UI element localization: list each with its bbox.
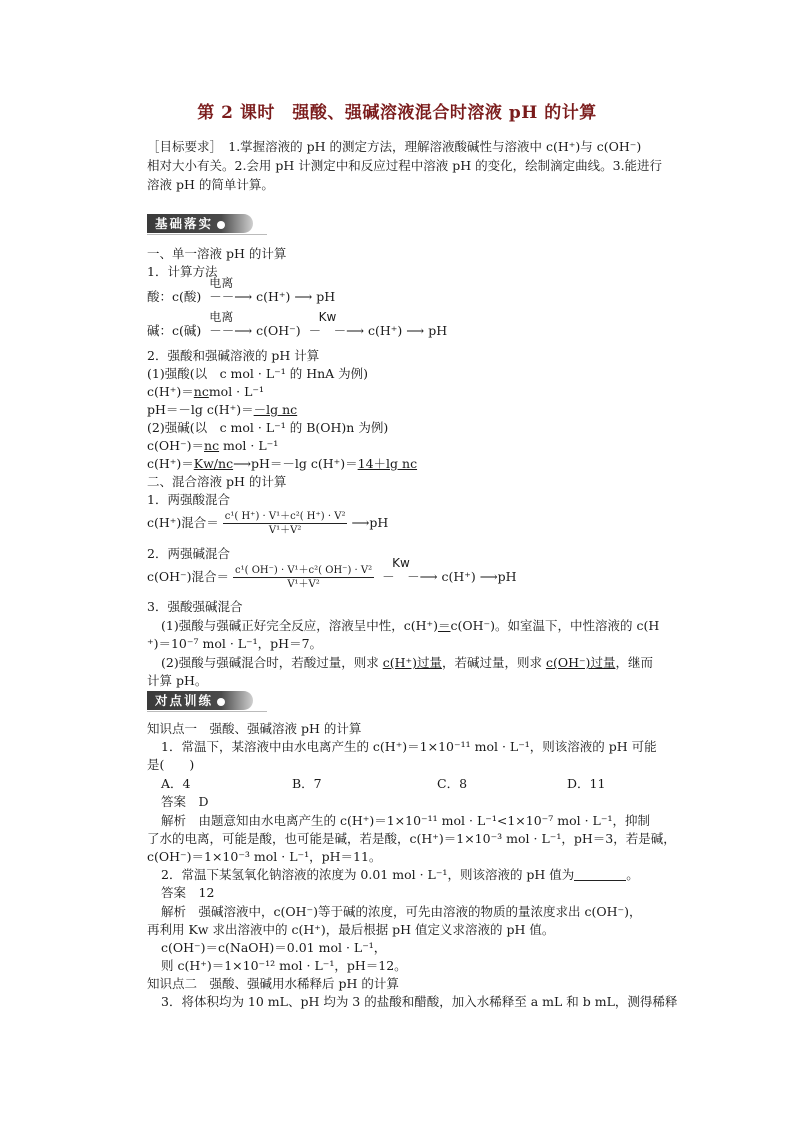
fraction-denominator: V¹＋V² [287, 579, 320, 590]
part2-heading: 二、混合溶液 pH 的计算 [147, 474, 287, 489]
arrow-label: 电离 [209, 310, 234, 324]
objectives-line-1: ［目标要求］ 1.掌握溶液的 pH 的测定方法，理解溶液酸碱性与溶液中 c(H⁺)与 c(OH⁻) [147, 139, 642, 154]
eq-text: mol · L⁻¹ [208, 384, 265, 399]
question-1-explanation-3: c(OH⁻)＝1×10⁻³ mol · L⁻¹，pH＝11。 [147, 849, 382, 864]
fraction-numerator: c¹( OH⁻) · V¹＋c²( OH⁻) · V² [235, 565, 373, 576]
section-tag-label: 对点训练 [155, 693, 214, 708]
question-2-explanation-1: 解析 强碱溶液中，c(OH⁻)等于碱的浓度，可先由溶液的物质的量浓度求出 c(OH⁻)， [161, 904, 642, 919]
arrow-label: Kw [392, 556, 410, 570]
acid-case: (1)强酸(以 c mol · L⁻¹ 的 HnA 为例) [147, 366, 369, 381]
formula-text: c(OH⁻)混合＝ [147, 569, 230, 584]
part2-item1: 1．两强酸混合 [147, 492, 230, 507]
eq-fill: 14＋lg nc [357, 456, 418, 471]
arrow-icon: Kw － －⟶ [378, 556, 438, 584]
arrow-icon: ⟶ [294, 289, 313, 304]
arrow-icon: Kw － －⟶ [304, 310, 365, 338]
base-flow-middle: c(OH⁻) [256, 323, 301, 338]
acid-flow [147, 276, 336, 305]
formula-text: ⟶pH [351, 515, 389, 530]
part1-item2: 2．强酸和强碱溶液的 pH 计算 [147, 348, 320, 363]
para-text: c(OH⁻)。如室温下，中性溶液的 c(H [450, 618, 660, 633]
question-1-explanation-1: 解析 由题意知由水电离产生的 c(H⁺)＝1×10⁻¹¹ mol · L⁻¹<1×10⁻⁷ mol · L⁻¹，抑制 [161, 813, 650, 828]
part1-heading: 一、单一溶液 pH 的计算 [147, 246, 287, 261]
acid-flow-middle: c(H⁺) [256, 289, 291, 304]
section-tag-practice [147, 691, 253, 710]
fraction-denominator: V¹＋V² [268, 525, 302, 536]
option-d: D．11 [567, 776, 606, 791]
base-flow-end: pH [428, 323, 448, 338]
eq-text: mol · L⁻¹ [219, 438, 279, 453]
fraction [233, 564, 374, 591]
arrow-icon: ⟶ [406, 323, 425, 338]
question-text: 2．常温下某氢氧化钠溶液的浓度为 0.01 mol · L⁻¹，则该溶液的 pH 值为 [161, 867, 575, 882]
question-2-answer: 答案 12 [161, 885, 215, 900]
part1-method: 1．计算方法 [147, 264, 218, 279]
acid-flow-start: 酸：c(酸) [147, 289, 202, 304]
option-b: B．7 [292, 776, 322, 791]
base-eq-2 [147, 455, 417, 472]
eq-text: ⟶pH＝－lg c(H⁺)＝ [233, 456, 358, 471]
formula-text: c(H⁺)混合＝ [147, 515, 219, 530]
para-fill: ＝ [437, 618, 451, 633]
question-text: 。 [626, 867, 639, 882]
question-2-explanation-4: 则 c(H⁺)＝1×10⁻¹² mol · L⁻¹，pH＝12。 [161, 958, 407, 973]
acid-mix-formula [147, 510, 388, 537]
question-2-explanation-2: 再利用 Kw 求出溶液中的 c(H⁺)，最后根据 pH 值定义求溶液的 pH 值。 [147, 922, 555, 937]
question-1-explanation-2: 了水的电离，可能是酸，也可能是碱，若是酸，c(H⁺)＝1×10⁻³ mol · L⁻¹，pH＝3，若是碱， [147, 831, 676, 846]
objectives-line-3: 溶液 pH 的简单计算。 [147, 177, 274, 192]
mix-para-2-line-2: 计算 pH。 [147, 673, 208, 688]
para-fill: c(OH⁻)过量 [545, 655, 616, 670]
part2-item3: 3．强酸强碱混合 [147, 599, 243, 614]
para-text: ，继而 [615, 655, 653, 670]
para-text: ，若碱过量，则求 [441, 655, 546, 670]
fraction-numerator: c¹( H⁺) · V¹＋c²( H⁺) · V² [224, 511, 346, 522]
acid-eq-1 [147, 383, 264, 400]
base-eq-1 [147, 437, 278, 454]
eq-text: c(OH⁻)＝ [147, 438, 205, 453]
base-flow [147, 310, 448, 339]
acid-eq-2 [147, 401, 297, 418]
section-divider [147, 711, 267, 712]
question-3-line-1: 3．将体积均为 10 mL、pH 均为 3 的盐酸和醋酸，加入水稀释至 a mL 和 b mL，测得稀释 [161, 994, 678, 1009]
para-text: (1)强酸与强碱正好完全反应，溶液呈中性，c(H⁺) [161, 618, 438, 633]
option-a: A．4 [161, 776, 191, 791]
eq-fill: nc [193, 384, 209, 399]
objectives-line-2: 相对大小有关。2.会用 pH 计测定中和反应过程中溶液 pH 的变化，绘制滴定曲线。3.能进行 [147, 158, 663, 173]
question-1-line-2: 是( ) [147, 757, 195, 772]
base-mix-formula [147, 556, 517, 591]
eq-fill: －lg nc [253, 402, 298, 417]
fraction [223, 510, 348, 537]
knowledge-point-1: 知识点一 强酸、强碱溶液 pH 的计算 [147, 721, 362, 736]
part2-item2: 2．两强碱混合 [147, 546, 230, 561]
base-case: (2)强碱(以 c mol · L⁻¹ 的 B(OH)n 为例) [147, 420, 389, 435]
arrow-label: 电离 [209, 276, 234, 290]
section-tag-label: 基础落实 [155, 216, 214, 231]
bullet-dot-icon [217, 221, 225, 229]
question-2-explanation-3: c(OH⁻)＝c(NaOH)＝0.01 mol · L⁻¹， [161, 940, 387, 955]
page-title: 第 2 课时 强酸、强碱溶液混合时溶液 pH 的计算 [197, 103, 597, 123]
acid-flow-end: pH [316, 289, 336, 304]
answer-blank [574, 868, 626, 881]
section-tag-basics [147, 214, 253, 233]
arrow-label: Kw [318, 310, 337, 324]
para-text: (2)强酸与强碱混合时，若酸过量，则求 [161, 655, 383, 670]
mix-para-1-line-1 [161, 617, 659, 634]
formula-text: ⟶pH [479, 569, 517, 584]
para-fill: c(H⁺)过量 [382, 655, 442, 670]
question-1-line-1: 1．常温下，某溶液中由水电离产生的 c(H⁺)＝1×10⁻¹¹ mol · L⁻¹，则该溶液的 pH 可能 [161, 739, 657, 754]
arrow-icon: 电离 －－⟶ [205, 276, 253, 304]
option-c: C．8 [437, 776, 468, 791]
base-flow-middle-2: c(H⁺) [368, 323, 403, 338]
eq-text: pH＝－lg c(H⁺)＝ [147, 402, 254, 417]
knowledge-point-2: 知识点二 强酸、强碱用水稀释后 pH 的计算 [147, 976, 399, 991]
question-2-line-1 [161, 866, 639, 883]
section-divider [147, 234, 267, 235]
arrow-icon: 电离 －－⟶ [205, 310, 253, 338]
bullet-dot-icon [217, 698, 225, 706]
mix-para-1-line-2: ⁺)＝10⁻⁷ mol · L⁻¹，pH＝7。 [147, 636, 323, 651]
eq-text: c(H⁺)＝ [147, 456, 194, 471]
eq-text: c(H⁺)＝ [147, 384, 194, 399]
eq-fill: nc [204, 438, 220, 453]
base-flow-start: 碱：c(碱) [147, 323, 202, 338]
eq-fill: Kw/nc [193, 456, 234, 471]
question-1-answer: 答案 D [161, 794, 209, 809]
mix-para-2-line-1 [161, 654, 653, 671]
formula-text: c(H⁺) [441, 569, 476, 584]
